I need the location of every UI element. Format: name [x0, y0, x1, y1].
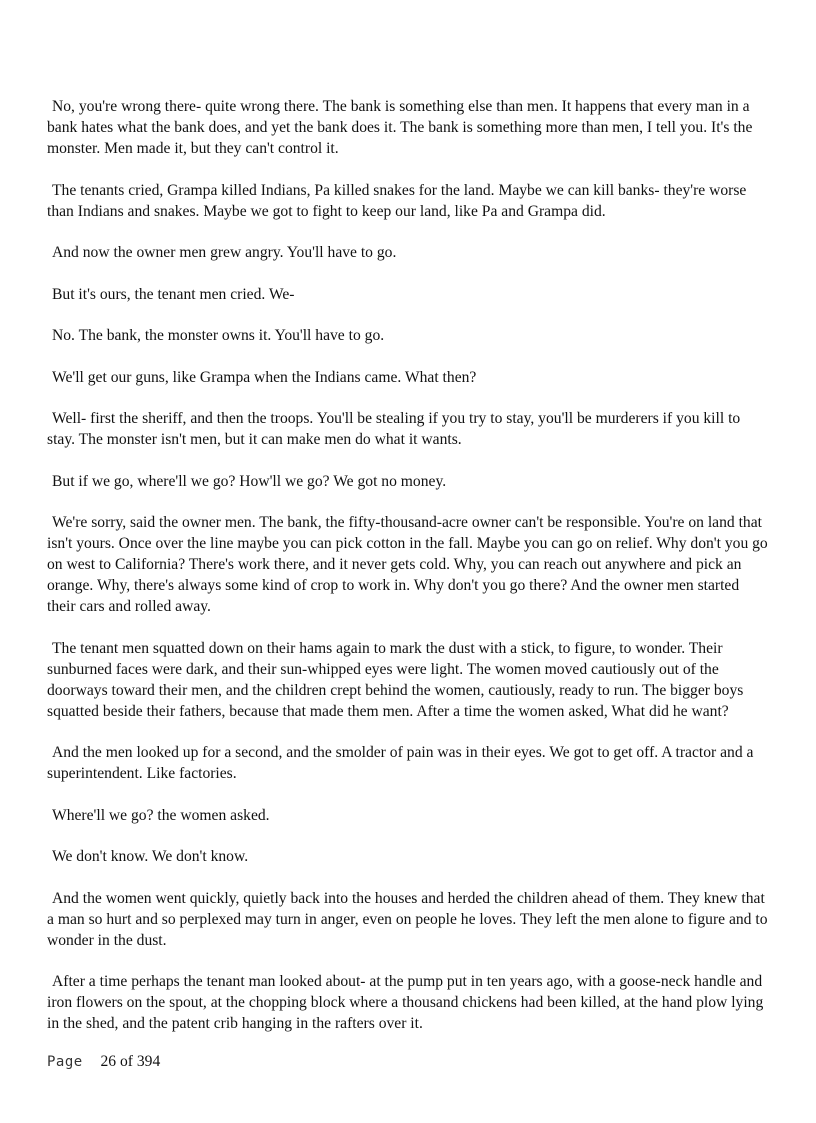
paragraph: No. The bank, the monster owns it. You'll have to go. [52, 327, 385, 344]
paragraph: But it's ours, the tenant men cried. We- [52, 285, 295, 303]
paragraph: No, you're wrong there- quite wrong there. The bank is something else than men. It happens that every man in a bank hates what the bank does, and yet the bank does it. The bank is something more than men, I tell you. It's the monster. Men made it, but they can't control it. [47, 98, 753, 157]
paragraph: We're sorry, said the owner men. The bank, the fifty-thousand-acre owner can't be responsible. You're on land that isn't yours. Once over the line maybe you can pick cotton in the fall. Maybe you can go on relief. Why don't you go on west to California? There's work there, and it never gets cold. Why, you can reach out anywhere and pick an orange. Why, there's always some kind of crop to work in. Why don't you go there? And the owner men started their cars and rolled away. [47, 514, 768, 615]
paragraph: After a time perhaps the tenant man looked about- at the pump put in ten years ago, with a goose-neck handle and iron flowers on the spout, at the chopping block where a thousand chickens had been killed, at the hand plow lying in the shed, and the patent crib hanging in the rafters over it. [47, 973, 764, 1032]
page-number: 26 of 394 [100, 1053, 161, 1070]
paragraph: The tenant men squatted down on their hams again to mark the dust with a stick, to figure, to wonder. Their sunburned faces were dark, and their sun-whipped eyes were light. The women moved cautiously out of the doorways toward their men, and the children crept behind the women, cautiously, ready to run. The bigger boys squatted beside their fathers, because that made them men. After a time the women asked, What did he want? [47, 639, 744, 720]
paragraph: Well- first the sheriff, and then the troops. You'll be stealing if you try to stay, you'll be murderers if you kill to stay. The monster isn't men, but it can make men do what it wants. [47, 410, 741, 448]
page-body [47, 96, 769, 1055]
paragraph: The tenants cried, Grampa killed Indians, Pa killed snakes for the land. Maybe we can kill banks- they're worse than Indians and snakes. Maybe we got to fight to keep our land, like Pa and Grampa did. [47, 181, 747, 220]
paragraph: We'll get our guns, like Grampa when the Indians came. What then? [52, 368, 477, 386]
paragraph: But if we go, where'll we go? How'll we go? We got no money. [52, 472, 447, 490]
page-footer [47, 1053, 160, 1071]
paragraph: And the men looked up for a second, and the smolder of pain was in their eyes. We got to get off. A tractor and a superintendent. Like factories. [47, 744, 754, 782]
paragraph: Where'll we go? the women asked. [52, 806, 270, 824]
paragraph: And now the owner men grew angry. You'll have to go. [52, 244, 397, 261]
paragraph: And the women went quickly, quietly back into the houses and herded the children ahead of them. They knew that a man so hurt and so perplexed may turn in anger, even on people he loves. They left the men alone to figure and to wonder in the dust. [47, 889, 768, 949]
paragraph: We don't know. We don't know. [52, 848, 249, 865]
page-label: Page [47, 1054, 83, 1070]
